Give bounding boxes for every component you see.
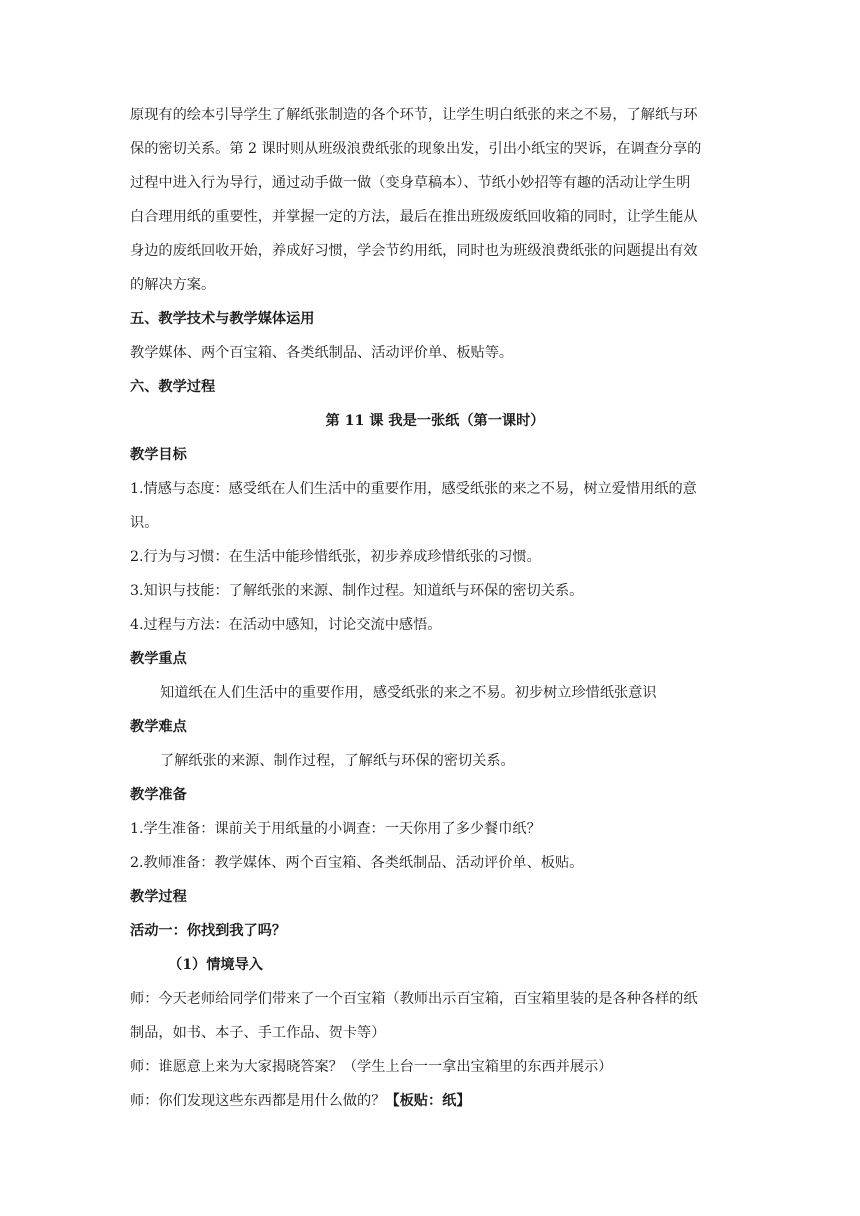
section6-heading: 六、教学过程 [130, 379, 216, 395]
intro-line: 的解决方案。 [130, 277, 216, 293]
key-points-heading: 教学重点 [130, 651, 187, 667]
board-label: 【板贴：纸】 [385, 1093, 471, 1109]
objective-item: 2.行为与习惯：在生活中能珍惜纸张，初步养成珍惜纸张的习惯。 [130, 549, 541, 565]
objective-item: 4.过程与方法：在活动中感知，讨论交流中感悟。 [130, 617, 442, 633]
intro-line: 保的密切关系。第 2 课时则从班级浪费纸张的现象出发，引出小纸宝的哭诉，在调查分享的 [130, 141, 702, 157]
objective-item-cont: 识。 [130, 515, 159, 531]
section5-body: 教学媒体、两个百宝箱、各类纸制品、活动评价单、板贴等。 [130, 345, 514, 361]
preparation-heading: 教学准备 [130, 787, 187, 803]
preparation-item: 2.教师准备：教学媒体、两个百宝箱、各类纸制品、活动评价单、板贴。 [130, 855, 584, 871]
preparation-item: 1.学生准备：课前关于用纸量的小调查：一天你用了多少餐巾纸？ [130, 821, 541, 837]
intro-line: 原现有的绘本引导学生了解纸张制造的各个环节，让学生明白纸张的来之不易，了解纸与环 [130, 107, 698, 123]
dialogue-line: 师：今天老师给同学们带来了一个百宝箱（教师出示百宝箱，百宝箱里装的是各种各样的纸 [130, 991, 698, 1007]
objective-item: 1.情感与态度：感受纸在人们生活中的重要作用，感受纸张的来之不易，树立爱惜用纸的意 [130, 481, 697, 497]
intro-line: 身边的废纸回收开始，养成好习惯，学会节约用纸，同时也为班级浪费纸张的问题提出有效 [130, 243, 698, 259]
objectives-heading: 教学目标 [130, 447, 187, 463]
intro-line: 过程中进入行为导行，通过动手做一做（变身草稿本）、节纸小妙招等有趣的活动让学生明 [130, 175, 691, 191]
activity-heading: 活动一：你找到我了吗？ [130, 923, 287, 939]
difficulties-heading: 教学难点 [130, 719, 187, 735]
dialogue-line-cont: 制品，如书、本子、手工作品、贺卡等） [130, 1025, 386, 1041]
intro-line: 白合理用纸的重要性，并掌握一定的方法，最后在推出班级废纸回收箱的同时，让学生能从 [130, 209, 698, 225]
objective-item: 3.知识与技能：了解纸张的来源、制作过程。知道纸与环保的密切关系。 [130, 583, 584, 599]
dialogue-text: 师：你们发现这些东西都是用什么做的？ [130, 1093, 386, 1109]
process-heading: 教学过程 [130, 889, 187, 905]
key-points-body: 知道纸在人们生活中的重要作用，感受纸张的来之不易。初步树立珍惜纸张意识 [160, 685, 657, 701]
document-page [130, 98, 740, 1118]
section5-heading: 五、教学技术与教学媒体运用 [130, 311, 315, 327]
lesson-title: 第 11 课 我是一张纸（第一课时） [325, 413, 545, 429]
difficulties-body: 了解纸张的来源、制作过程，了解纸与环保的密切关系。 [160, 753, 515, 769]
dialogue-line: 师：谁愿意上来为大家揭晓答案？（学生上台一一拿出宝箱里的东西并展示） [130, 1059, 613, 1075]
dialogue-line-last [130, 1084, 740, 1118]
intro-paragraph [130, 98, 740, 302]
step-heading: （1）情境导入 [168, 957, 263, 973]
